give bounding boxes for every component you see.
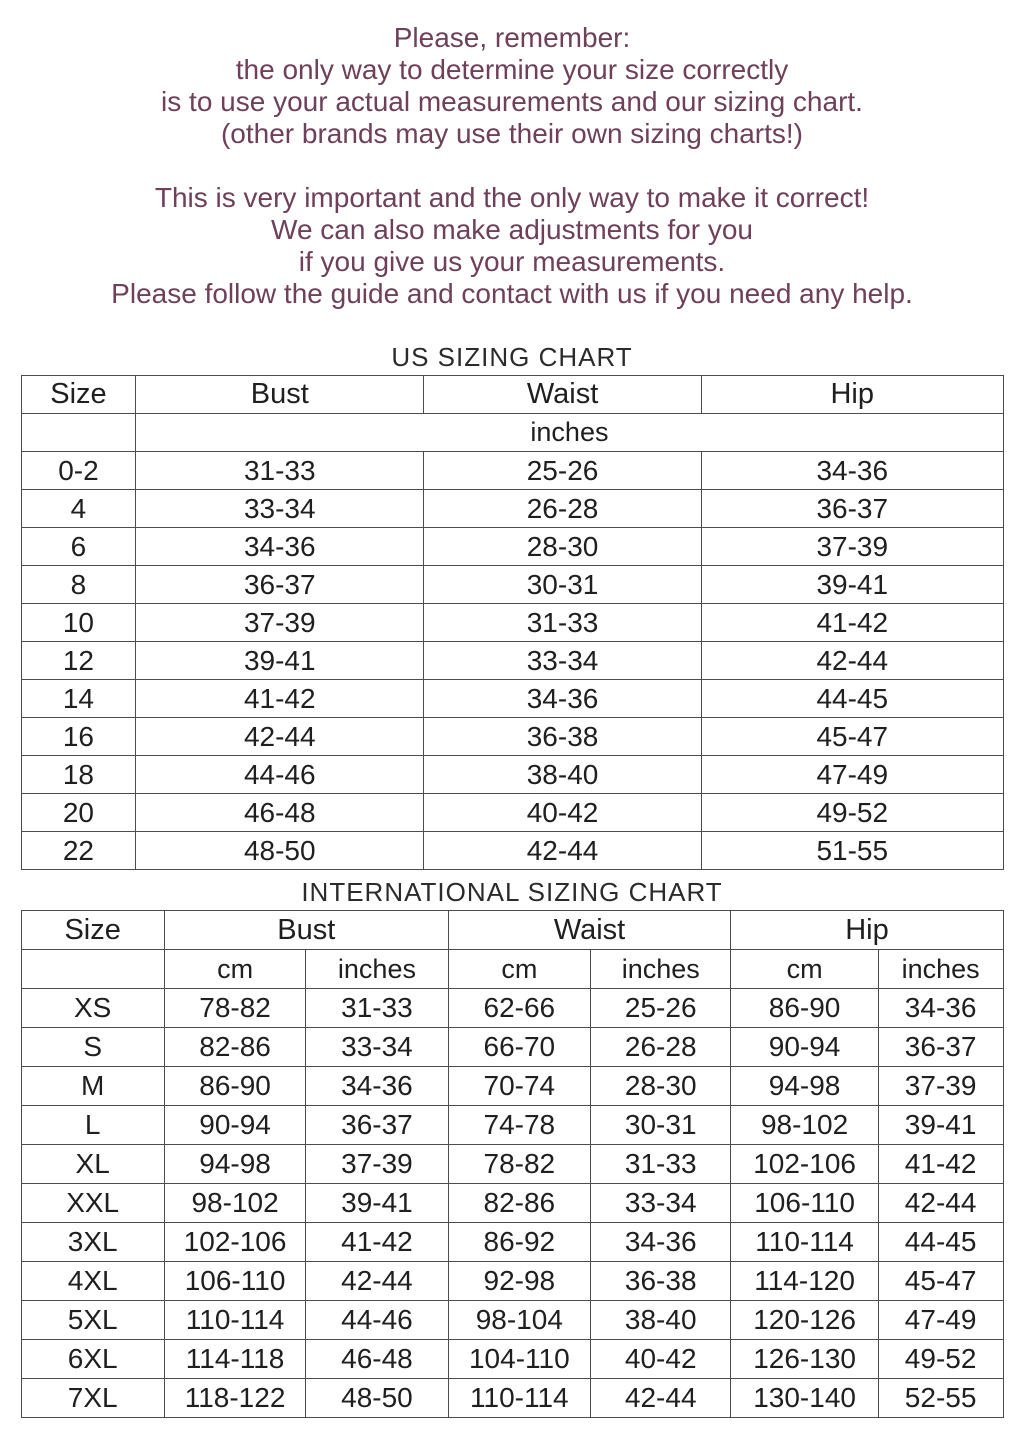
size-cell: 0-2 bbox=[21, 452, 136, 490]
measurement-cell: 98-102 bbox=[731, 1106, 878, 1145]
table-header-row bbox=[21, 911, 1003, 950]
measurement-cell: 47-49 bbox=[878, 1301, 1003, 1340]
unit-cell-inches: inches bbox=[136, 414, 1003, 452]
measurement-cell: 92-98 bbox=[448, 1262, 590, 1301]
measurement-cell: 39-41 bbox=[306, 1184, 448, 1223]
measurement-cell: 31-33 bbox=[306, 989, 448, 1028]
measurement-cell: 26-28 bbox=[591, 1028, 731, 1067]
table-header-row bbox=[21, 376, 1003, 414]
intro-line: Please follow the guide and contact with us if you need any help. bbox=[111, 278, 913, 309]
table-row bbox=[21, 1145, 1003, 1184]
intro-text bbox=[0, 0, 1024, 310]
measurement-cell: 126-130 bbox=[731, 1340, 878, 1379]
measurement-cell: 39-41 bbox=[702, 566, 1004, 604]
measurement-cell: 41-42 bbox=[136, 680, 424, 718]
measurement-cell: 94-98 bbox=[731, 1067, 878, 1106]
size-cell: 20 bbox=[21, 794, 136, 832]
measurement-cell: 44-46 bbox=[306, 1301, 448, 1340]
size-cell: 14 bbox=[21, 680, 136, 718]
measurement-cell: 40-42 bbox=[591, 1340, 731, 1379]
measurement-cell: 52-55 bbox=[878, 1379, 1003, 1418]
measurement-cell: 106-110 bbox=[164, 1262, 305, 1301]
measurement-cell: 46-48 bbox=[136, 794, 424, 832]
measurement-cell: 70-74 bbox=[448, 1067, 590, 1106]
measurement-cell: 90-94 bbox=[731, 1028, 878, 1067]
measurement-cell: 110-114 bbox=[448, 1379, 590, 1418]
measurement-cell: 37-39 bbox=[136, 604, 424, 642]
table-row bbox=[21, 832, 1003, 870]
measurement-cell: 37-39 bbox=[878, 1067, 1003, 1106]
table-row bbox=[21, 1184, 1003, 1223]
measurement-cell: 110-114 bbox=[731, 1223, 878, 1262]
us-sizing-table bbox=[21, 375, 1004, 870]
measurement-cell: 34-36 bbox=[591, 1223, 731, 1262]
measurement-cell: 102-106 bbox=[731, 1145, 878, 1184]
measurement-cell: 41-42 bbox=[878, 1145, 1003, 1184]
column-header-hip: Hip bbox=[731, 911, 1003, 950]
measurement-cell: 42-44 bbox=[591, 1379, 731, 1418]
empty-cell bbox=[21, 414, 136, 452]
measurement-cell: 33-34 bbox=[424, 642, 702, 680]
measurement-cell: 25-26 bbox=[591, 989, 731, 1028]
measurement-cell: 42-44 bbox=[306, 1262, 448, 1301]
measurement-cell: 37-39 bbox=[702, 528, 1004, 566]
measurement-cell: 82-86 bbox=[164, 1028, 305, 1067]
column-header-bust: Bust bbox=[164, 911, 448, 950]
size-cell: 16 bbox=[21, 718, 136, 756]
table-row bbox=[21, 1028, 1003, 1067]
measurement-cell: 41-42 bbox=[702, 604, 1004, 642]
measurement-cell: 30-31 bbox=[591, 1106, 731, 1145]
measurement-cell: 38-40 bbox=[424, 756, 702, 794]
measurement-cell: 114-118 bbox=[164, 1340, 305, 1379]
measurement-cell: 37-39 bbox=[306, 1145, 448, 1184]
measurement-cell: 34-36 bbox=[306, 1067, 448, 1106]
measurement-cell: 36-38 bbox=[591, 1262, 731, 1301]
intro-line: This is very important and the only way to make it correct! bbox=[154, 182, 870, 213]
intro-line: the only way to determine your size correctly bbox=[235, 54, 789, 85]
measurement-cell: 118-122 bbox=[164, 1379, 305, 1418]
measurement-cell: 46-48 bbox=[306, 1340, 448, 1379]
measurement-cell: 34-36 bbox=[424, 680, 702, 718]
measurement-cell: 31-33 bbox=[591, 1145, 731, 1184]
measurement-cell: 94-98 bbox=[164, 1145, 305, 1184]
measurement-cell: 102-106 bbox=[164, 1223, 305, 1262]
measurement-cell: 78-82 bbox=[448, 1145, 590, 1184]
unit-row bbox=[21, 414, 1003, 452]
table-row bbox=[21, 680, 1003, 718]
measurement-cell: 30-31 bbox=[424, 566, 702, 604]
measurement-cell: 48-50 bbox=[136, 832, 424, 870]
unit-cell-cm: cm bbox=[448, 950, 590, 989]
measurement-cell: 36-38 bbox=[424, 718, 702, 756]
measurement-cell: 82-86 bbox=[448, 1184, 590, 1223]
column-header-hip: Hip bbox=[702, 376, 1004, 414]
table-row bbox=[21, 989, 1003, 1028]
measurement-cell: 51-55 bbox=[702, 832, 1004, 870]
column-header-waist: Waist bbox=[448, 911, 731, 950]
measurement-cell: 31-33 bbox=[424, 604, 702, 642]
measurement-cell: 49-52 bbox=[878, 1340, 1003, 1379]
intro-line: (other brands may use their own sizing charts!) bbox=[220, 118, 804, 149]
measurement-cell: 25-26 bbox=[424, 452, 702, 490]
table-row bbox=[21, 566, 1003, 604]
measurement-cell: 78-82 bbox=[164, 989, 305, 1028]
measurement-cell: 106-110 bbox=[731, 1184, 878, 1223]
intro-line: Please, remember: bbox=[393, 22, 631, 53]
measurement-cell: 120-126 bbox=[731, 1301, 878, 1340]
intro-paragraph-2 bbox=[0, 182, 1024, 310]
measurement-cell: 42-44 bbox=[702, 642, 1004, 680]
intro-paragraph-1 bbox=[0, 22, 1024, 150]
size-cell: XXL bbox=[21, 1184, 164, 1223]
table-row bbox=[21, 794, 1003, 832]
size-cell: 4XL bbox=[21, 1262, 164, 1301]
measurement-cell: 98-102 bbox=[164, 1184, 305, 1223]
measurement-cell: 41-42 bbox=[306, 1223, 448, 1262]
size-cell: 18 bbox=[21, 756, 136, 794]
international-sizing-table bbox=[21, 910, 1004, 1418]
column-header-bust: Bust bbox=[136, 376, 424, 414]
intl-chart-title: INTERNATIONAL SIZING CHART bbox=[301, 877, 723, 907]
table-row bbox=[21, 1301, 1003, 1340]
measurement-cell: 86-92 bbox=[448, 1223, 590, 1262]
unit-cell-cm: cm bbox=[731, 950, 878, 989]
measurement-cell: 44-45 bbox=[702, 680, 1004, 718]
measurement-cell: 31-33 bbox=[136, 452, 424, 490]
column-header-size: Size bbox=[21, 376, 136, 414]
measurement-cell: 39-41 bbox=[878, 1106, 1003, 1145]
size-cell: XS bbox=[21, 989, 164, 1028]
size-cell: L bbox=[21, 1106, 164, 1145]
measurement-cell: 33-34 bbox=[306, 1028, 448, 1067]
table-row bbox=[21, 1262, 1003, 1301]
table-row bbox=[21, 604, 1003, 642]
column-header-size: Size bbox=[21, 911, 164, 950]
measurement-cell: 130-140 bbox=[731, 1379, 878, 1418]
measurement-cell: 36-37 bbox=[136, 566, 424, 604]
measurement-cell: 74-78 bbox=[448, 1106, 590, 1145]
measurement-cell: 38-40 bbox=[591, 1301, 731, 1340]
measurement-cell: 110-114 bbox=[164, 1301, 305, 1340]
measurement-cell: 34-36 bbox=[878, 989, 1003, 1028]
measurement-cell: 86-90 bbox=[731, 989, 878, 1028]
measurement-cell: 26-28 bbox=[424, 490, 702, 528]
measurement-cell: 36-37 bbox=[306, 1106, 448, 1145]
measurement-cell: 34-36 bbox=[136, 528, 424, 566]
size-cell: 10 bbox=[21, 604, 136, 642]
table-row bbox=[21, 490, 1003, 528]
size-cell: 5XL bbox=[21, 1301, 164, 1340]
measurement-cell: 42-44 bbox=[136, 718, 424, 756]
table-row bbox=[21, 452, 1003, 490]
measurement-cell: 39-41 bbox=[136, 642, 424, 680]
measurement-cell: 48-50 bbox=[306, 1379, 448, 1418]
table-row bbox=[21, 1067, 1003, 1106]
unit-cell-inches: inches bbox=[878, 950, 1003, 989]
measurement-cell: 62-66 bbox=[448, 989, 590, 1028]
measurement-cell: 34-36 bbox=[702, 452, 1004, 490]
measurement-cell: 86-90 bbox=[164, 1067, 305, 1106]
table-row bbox=[21, 528, 1003, 566]
unit-cell-cm: cm bbox=[164, 950, 305, 989]
size-cell: M bbox=[21, 1067, 164, 1106]
unit-row bbox=[21, 950, 1003, 989]
size-cell: 6 bbox=[21, 528, 136, 566]
measurement-cell: 90-94 bbox=[164, 1106, 305, 1145]
table-row bbox=[21, 642, 1003, 680]
intro-line: if you give us your measurements. bbox=[298, 246, 726, 277]
us-chart-title: US SIZING CHART bbox=[391, 342, 633, 372]
measurement-cell: 104-110 bbox=[448, 1340, 590, 1379]
measurement-cell: 45-47 bbox=[878, 1262, 1003, 1301]
size-cell: 7XL bbox=[21, 1379, 164, 1418]
measurement-cell: 49-52 bbox=[702, 794, 1004, 832]
intro-line: We can also make adjustments for you bbox=[271, 214, 753, 245]
size-cell: S bbox=[21, 1028, 164, 1067]
measurement-cell: 98-104 bbox=[448, 1301, 590, 1340]
column-header-waist: Waist bbox=[424, 376, 702, 414]
size-cell: 3XL bbox=[21, 1223, 164, 1262]
measurement-cell: 28-30 bbox=[591, 1067, 731, 1106]
size-cell: 8 bbox=[21, 566, 136, 604]
table-row bbox=[21, 718, 1003, 756]
measurement-cell: 40-42 bbox=[424, 794, 702, 832]
empty-cell bbox=[21, 950, 164, 989]
size-cell: 12 bbox=[21, 642, 136, 680]
measurement-cell: 36-37 bbox=[878, 1028, 1003, 1067]
size-cell: 6XL bbox=[21, 1340, 164, 1379]
measurement-cell: 28-30 bbox=[424, 528, 702, 566]
measurement-cell: 66-70 bbox=[448, 1028, 590, 1067]
intro-line: is to use your actual measurements and our sizing chart. bbox=[161, 86, 863, 117]
size-cell: 4 bbox=[21, 490, 136, 528]
measurement-cell: 114-120 bbox=[731, 1262, 878, 1301]
table-row bbox=[21, 1223, 1003, 1262]
table-row bbox=[21, 1340, 1003, 1379]
measurement-cell: 45-47 bbox=[702, 718, 1004, 756]
measurement-cell: 47-49 bbox=[702, 756, 1004, 794]
size-cell: 22 bbox=[21, 832, 136, 870]
measurement-cell: 33-34 bbox=[136, 490, 424, 528]
measurement-cell: 36-37 bbox=[702, 490, 1004, 528]
unit-cell-inches: inches bbox=[591, 950, 731, 989]
table-row bbox=[21, 1106, 1003, 1145]
table-row bbox=[21, 1379, 1003, 1418]
size-cell: XL bbox=[21, 1145, 164, 1184]
unit-cell-inches: inches bbox=[306, 950, 448, 989]
table-row bbox=[21, 756, 1003, 794]
measurement-cell: 42-44 bbox=[878, 1184, 1003, 1223]
measurement-cell: 44-46 bbox=[136, 756, 424, 794]
measurement-cell: 33-34 bbox=[591, 1184, 731, 1223]
measurement-cell: 42-44 bbox=[424, 832, 702, 870]
measurement-cell: 44-45 bbox=[878, 1223, 1003, 1262]
